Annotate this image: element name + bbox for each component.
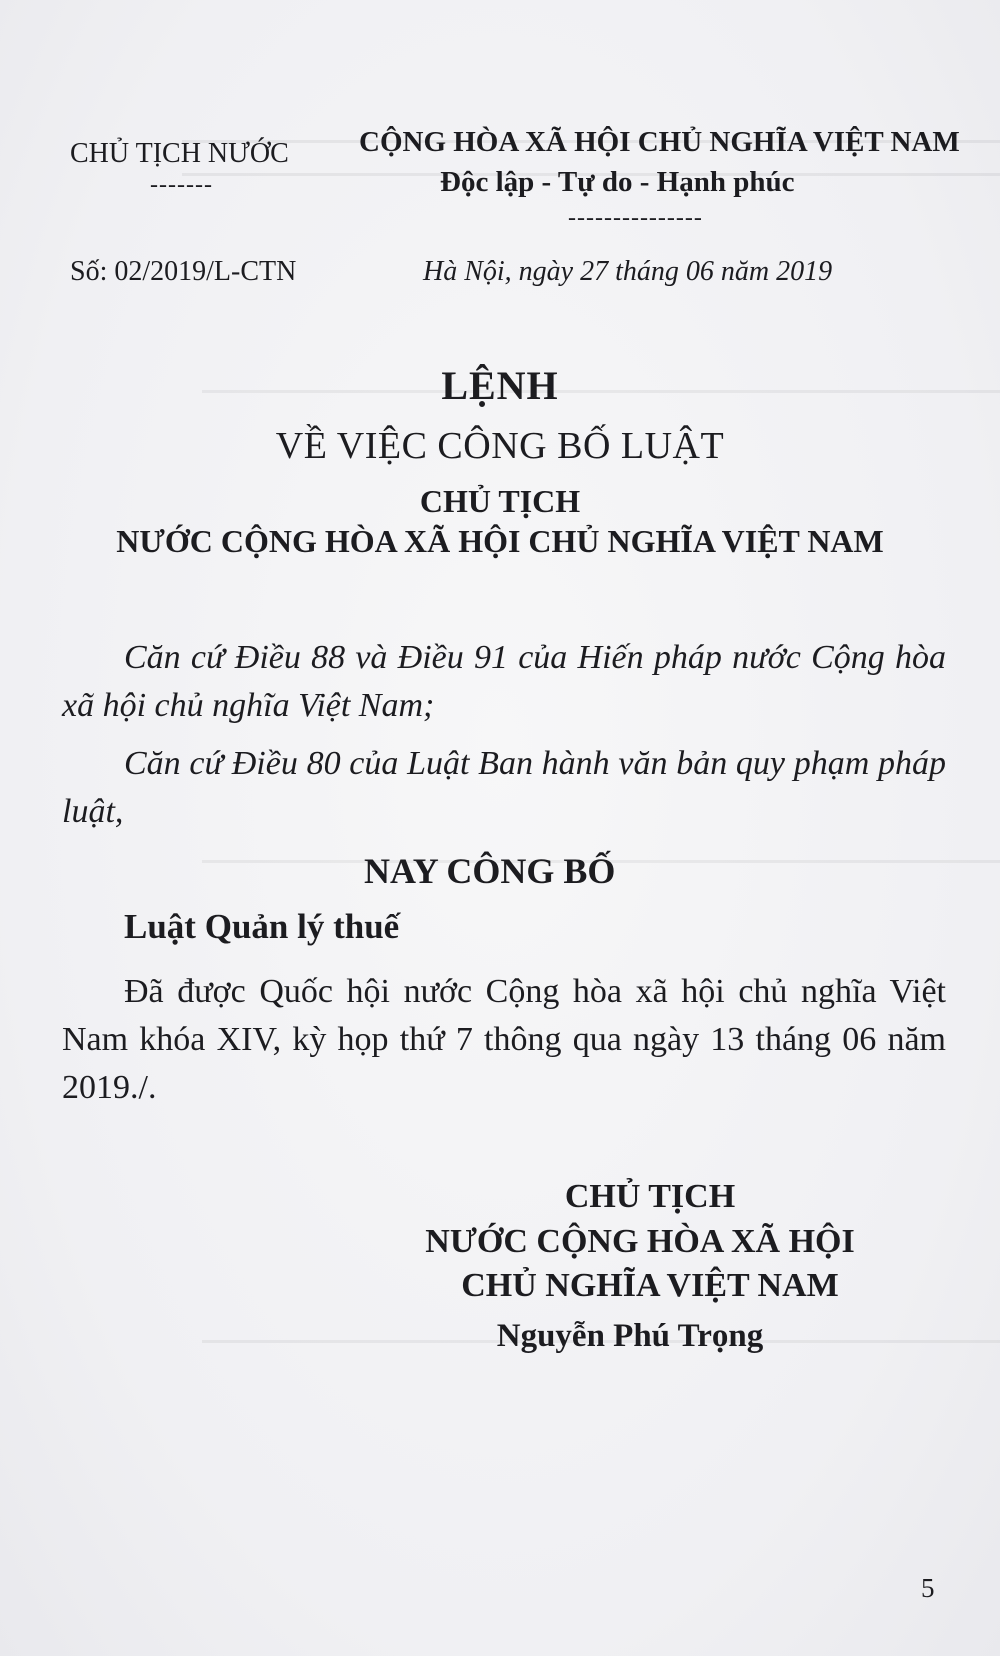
- issuing-authority-divider: -------: [150, 172, 213, 198]
- legal-basis-paragraph-2: Căn cứ Điều 80 của Luật Ban hành văn bản quy phạm pháp luật,: [62, 745, 946, 830]
- document-number: Số: 02/2019/L-CTN: [70, 256, 297, 287]
- announcement-heading: NAY CÔNG BỐ: [364, 851, 616, 891]
- national-motto: Độc lập - Tự do - Hạnh phúc: [440, 166, 795, 198]
- document-type-heading: LỆNH: [441, 363, 559, 408]
- national-title: CỘNG HÒA XÃ HỘI CHỦ NGHĨA VIỆT NAM: [359, 126, 960, 158]
- passage-paragraph: Đã được Quốc hội nước Cộng hòa xã hội chủ nghĩa Việt Nam khóa XIV, kỳ họp thứ 7 thông qua ngày 13 tháng 06 năm 2019./.: [62, 973, 946, 1106]
- page-number: 5: [921, 1573, 935, 1603]
- signature-title-line-2: NƯỚC CỘNG HÒA XÃ HỘI: [425, 1223, 855, 1260]
- issuer-organization: NƯỚC CỘNG HÒA XÃ HỘI CHỦ NGHĨA VIỆT NAM: [116, 523, 884, 559]
- issuer-title: CHỦ TỊCH: [419, 483, 581, 519]
- law-name: Luật Quản lý thuế: [124, 907, 400, 946]
- legal-basis-paragraph-1: Căn cứ Điều 88 và Điều 91 của Hiến pháp nước Cộng hòa xã hội chủ nghĩa Việt Nam;: [62, 639, 946, 724]
- document-subject: VỀ VIỆC CÔNG BỐ LUẬT: [275, 425, 725, 467]
- national-motto-divider: ---------------: [568, 205, 703, 231]
- issuing-authority: CHỦ TỊCH NƯỚC: [70, 138, 289, 169]
- signature-title-line-3: CHỦ NGHĨA VIỆT NAM: [461, 1267, 839, 1304]
- signature-title-line-1: CHỦ TỊCH: [564, 1178, 736, 1215]
- signatory-name: Nguyễn Phú Trọng: [496, 1318, 764, 1354]
- place-and-date: Hà Nội, ngày 27 tháng 06 năm 2019: [423, 256, 833, 287]
